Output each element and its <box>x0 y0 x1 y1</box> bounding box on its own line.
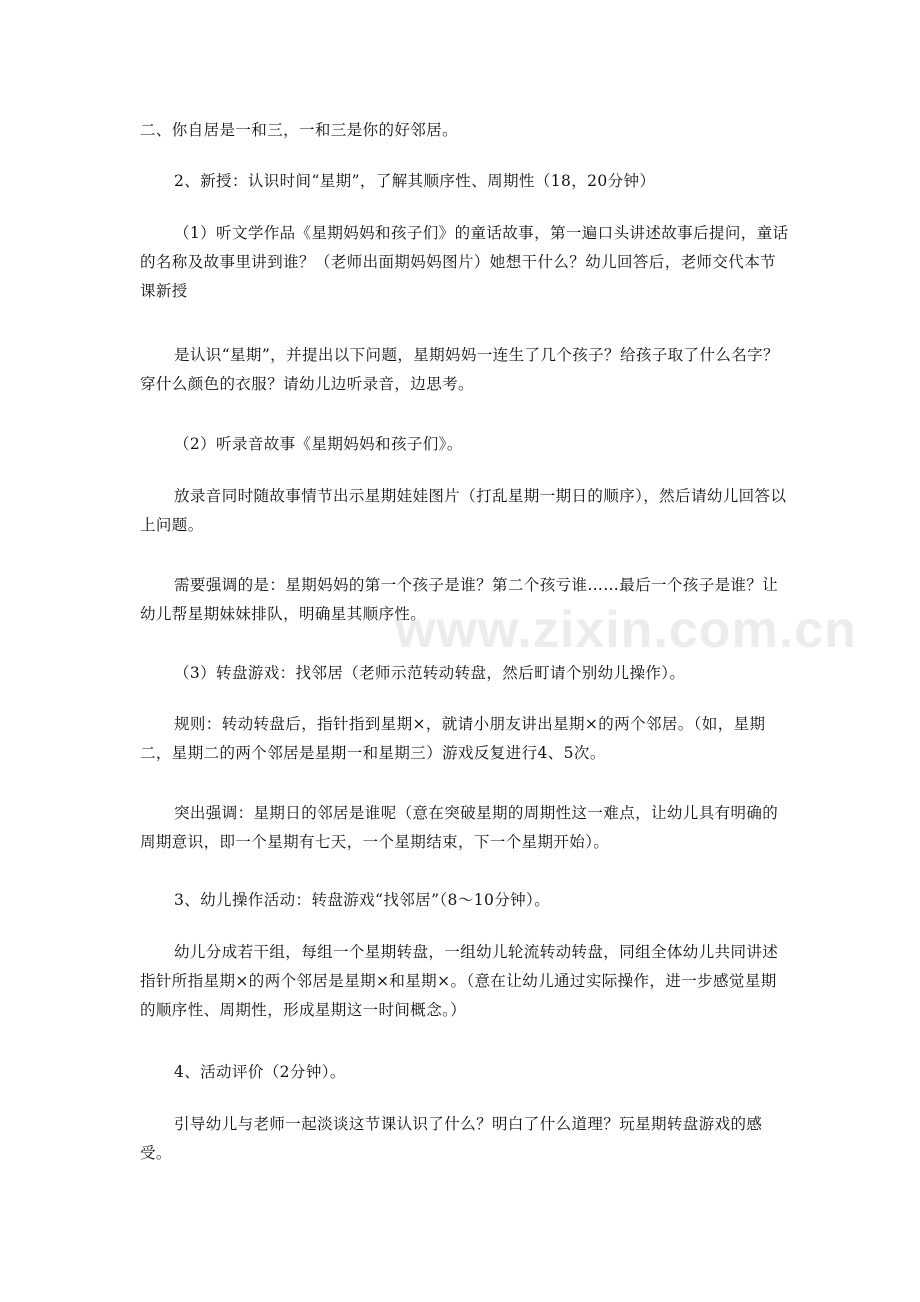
paragraph-2: 2、新授：认识时间“星期”，了解其顺序性、周期性（18，20分钟） <box>174 172 656 190</box>
paragraph-11: 3、幼儿操作活动：转盘游戏“找邻居”（8～10分钟）。 <box>174 891 551 909</box>
paragraph-9: 规则：转动转盘后，指针指到星期×，就请小朋友讲出星期×的两个邻居。（如，星期二，星期二的两个邻居是星期一和星期三）游戏反复进行4、5次。 <box>140 715 766 762</box>
paragraph-13: 4、活动评价（2分钟）。 <box>174 1063 346 1081</box>
paragraph-3: （1）听文学作品《星期妈妈和孩子们》的童话故事，第一遍口头讲述故事后提问，童话的名称及故事里讲到谁？（老师出面期妈妈图片）她想干什么？幼儿回答后，老师交代本节课新授 <box>140 224 789 300</box>
paragraph-8: （3）转盘游戏：找邻居（老师示范转动转盘，然后町请个别幼儿操作）。 <box>174 664 686 682</box>
watermark-text: www.zixin.com.cn <box>395 601 857 659</box>
paragraph-7: 需要强调的是：星期妈妈的第一个孩子是谁？第二个孩亏谁……最后一个孩子是谁？让幼儿帮星期妹妹排队，明确星其顺序性。 <box>140 576 779 623</box>
paragraph-10: 突出强调：星期日的邻居是谁呢（意在突破星期的周期性这一难点，让幼儿具有明确的周期意识，即一个星期有七天，一个星期结束，下一个星期开始）。 <box>140 804 779 851</box>
paragraph-6: 放录音同时随故事情节出示星期娃娃图片（打乱星期一期日的顺序），然后请幼儿回答以上问题。 <box>140 487 787 534</box>
paragraph-14: 引导幼儿与老师一起淡谈这节课认识了什么？明白了什么道理？玩星期转盘游戏的感受。 <box>140 1115 763 1162</box>
paragraph-1: 二、你自居是一和三，一和三是你的好邻居。 <box>140 121 459 139</box>
paragraph-4: 是认识“星期”，并提出以下问题，星期妈妈一连生了几个孩子？给孩子取了什么名字？穿什么颜色的衣服？请幼儿边听录音，边思考。 <box>140 346 779 393</box>
paragraph-5: （2）听录音故事《星期妈妈和孩子们》。 <box>174 435 463 453</box>
paragraph-12: 幼儿分成若干组，每组一个星期转盘，一组幼儿轮流转动转盘，同组全体幼儿共同讲述指针所指星期×的两个邻居是星期×和星期×。（意在让幼儿通过实际操作，进一步感觉星期的顺序性、周期性，形成星期这一时间概念。） <box>140 943 779 1019</box>
